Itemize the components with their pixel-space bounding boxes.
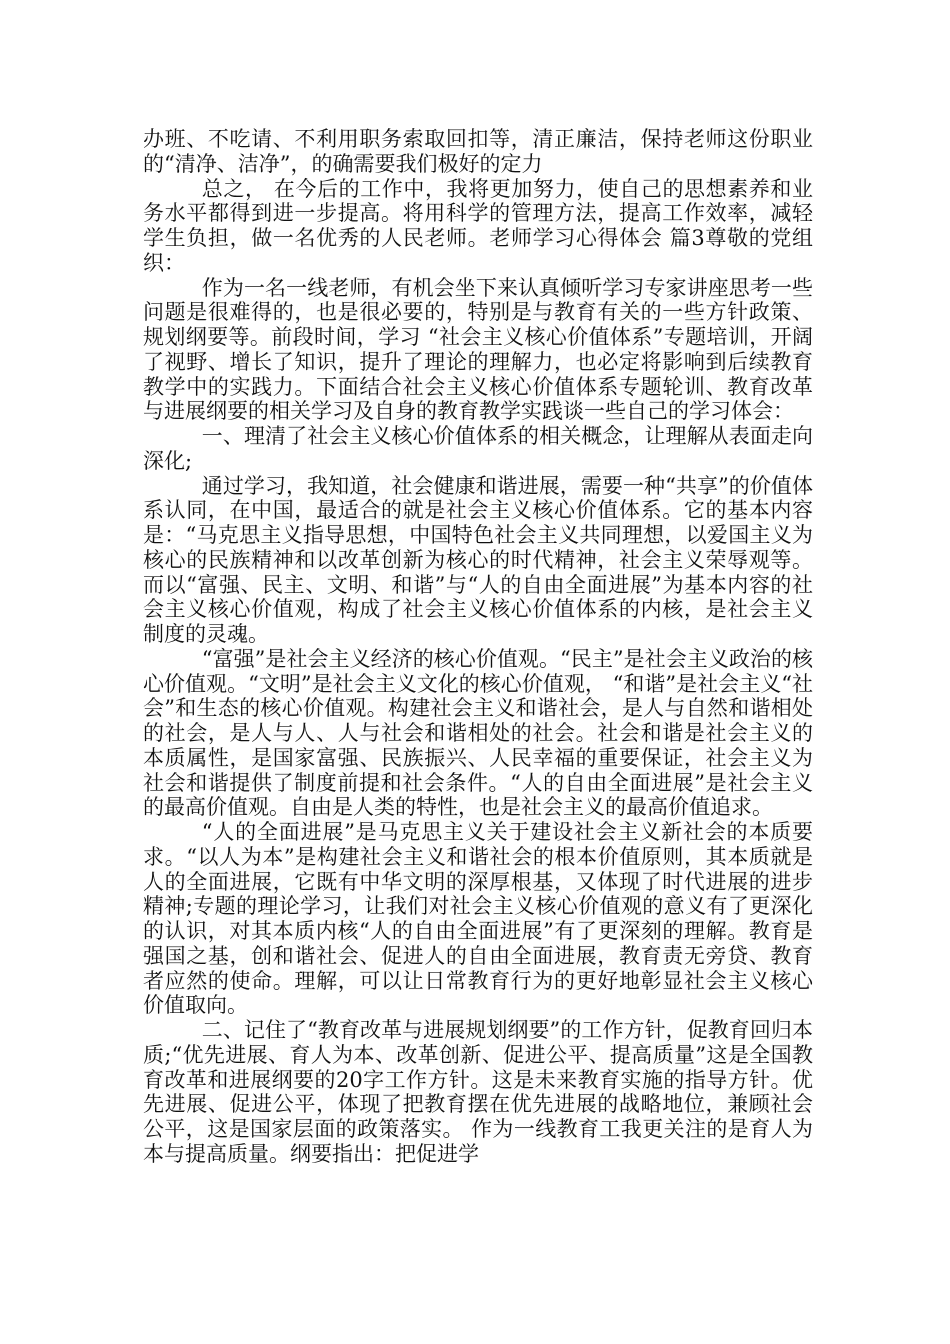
paragraph-5: 通过学习，我知道，社会健康和谐进展，需要一种“共享”的价值体系认同，在中国，最适合的就是社会主义核心价值体系。它的基本内容是：“马克思主义指导思想，中国特色社会主义共同理想，以爱国主义为核心的民族精神和以改革创新为核心的时代精神，社会主义荣辱观等。而以“富强、民主、文明、和谐”与“人的自由全面进展”为基本内容的社会主义核心价值观，构成了社会主义核心价值体系的内核，是社会主义制度的灵魂。 — [143, 473, 813, 646]
paragraph-6: “富强”是社会主义经济的核心价值观。“民主”是社会主义政治的核心价值观。“文明”是社会主义文化的核心价值观， “和谐”是社会主义“社会”和生态的核心价值观。构建社会主义和谐社会，是人与自然和谐相处的社会，是人与人、人与社会和谐相处的社会。社会和谐是社会主义的本质属性，是国家富强、民族振兴、人民幸福的重要保证，社会主义为社会和谐提供了制度前提和社会条件。“人的自由全面进展”是社会主义的最高价值观。自由是人类的特性，也是社会主义的最高价值追求。 — [143, 646, 813, 820]
paragraph-2: 总之， 在今后的工作中，我将更加努力，使自己的思想素养和业务水平都得到进一步提高。将用科学的管理方法，提高工作效率，减轻学生负担，做一名优秀的人民老师。老师学习心得体会 篇3尊敬的党组织： — [143, 176, 813, 275]
paragraph-4: 一、理清了社会主义核心价值体系的相关概念，让理解从表面走向深化; — [143, 424, 813, 473]
document-body — [143, 127, 813, 1167]
paragraph-1: 办班、不吃请、不利用职务索取回扣等，清正廉洁，保持老师这份职业的“清净、洁净”，的确需要我们极好的定力 — [143, 127, 813, 176]
paragraph-7: “人的全面进展”是马克思主义关于建设社会主义新社会的本质要求。“以人为本”是构建社会主义和谐社会的根本价值原则，其本质就是人的全面进展，它既有中华文明的深厚根基，又体现了时代进展的进步精神;专题的理论学习，让我们对社会主义核心价值观的意义有了更深化的认识，对其本质内核“人的自由全面进展”有了更深刻的理解。教育是强国之基，创和谐社会、促进人的自由全面进展，教育责无旁贷、教育者应然的使命。理解，可以让日常教育行为的更好地彰显社会主义核心价值取向。 — [143, 820, 813, 1018]
paragraph-3: 作为一名一线老师，有机会坐下来认真倾听学习专家讲座思考一些问题是很难得的，也是很必要的，特别是与教育有关的一些方针政策、规划纲要等。前段时间，学习 “社会主义核心价值体系”专题培训，开阔了视野、增长了知识，提升了理论的理解力，也必定将影响到后续教育教学中的实践力。下面结合社会主义核心价值体系专题轮训、教育改革与进展纲要的相关学习及自身的教育教学实践谈一些自己的学习体会： — [143, 275, 813, 424]
paragraph-8: 二、记住了“教育改革与进展规划纲要”的工作方针，促教育回归本质;“优先进展、育人为本、改革创新、促进公平、提高质量”这是全国教育改革和进展纲要的20字工作方针。这是未来教育实施的指导方针。优先进展、促进公平，体现了把教育摆在优先进展的战略地位，兼顾社会公平，这是国家层面的政策落实。 作为一线教育工我更关注的是育人为本与提高质量。纲要指出：把促进学 — [143, 1018, 813, 1166]
